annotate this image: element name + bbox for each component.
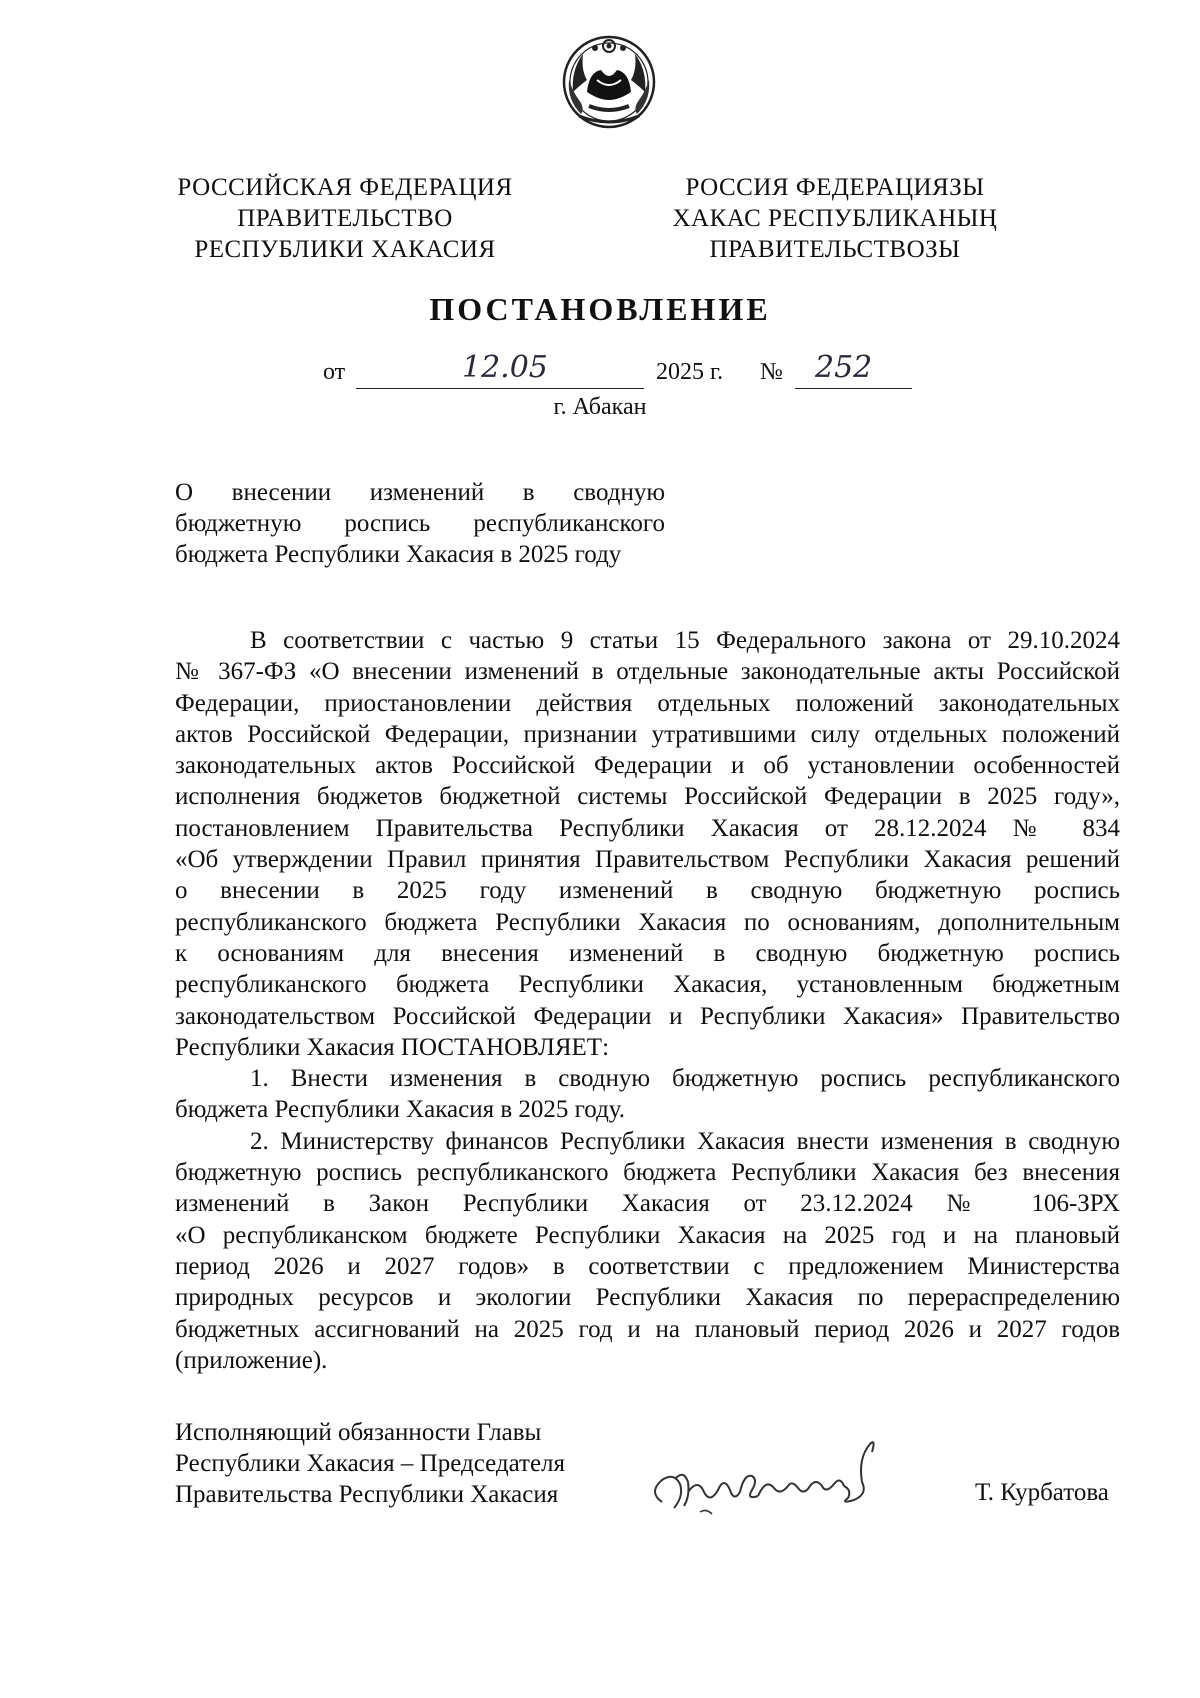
signer-name: Т. Курбатова (975, 1479, 1109, 1506)
number-handwritten: 252 (815, 350, 873, 385)
body-line: «Об утверждении Правил принятия Правительством Республики Хакасия решений (175, 846, 1120, 874)
header-khakas (625, 172, 1045, 265)
subject-line: бюджета Республики Хакасия в 2025 году (175, 541, 622, 568)
body-line: природных ресурсов и экологии Республики Хакасия по перераспределению (175, 1284, 1120, 1312)
header-right-line: РОССИЯ ФЕДЕРАЦИЯЗЫ (685, 174, 985, 201)
document-title: ПОСТАНОВЛЕНИЕ (429, 291, 771, 327)
position-line: Республики Хакасия – Председателя (175, 1450, 566, 1477)
body-line: исполнения бюджетов бюджетной системы Российской Федерации в 2025 году», (175, 783, 1120, 811)
body-line: к основаниям для внесения изменений в сводную бюджетную роспись (175, 939, 1120, 967)
date-year: 2025 г. (656, 359, 724, 385)
body-line: о внесении в 2025 году изменений в сводную бюджетную роспись (175, 877, 1120, 905)
subject-line: О внесении изменений в сводную (175, 479, 665, 506)
city: г. Абакан (553, 394, 647, 420)
body-line: Республики Хакасия ПОСТАНОВЛЯЕТ: (175, 1033, 610, 1061)
number-underline (795, 388, 912, 389)
body-line: бюджетную роспись республиканского бюджета Республики Хакасия без внесения (175, 1159, 1120, 1187)
header-right-line: ПРАВИТЕЛЬСТВОЗЫ (709, 236, 961, 263)
body-line: республиканского бюджета Республики Хакасия, установленным бюджетным (175, 971, 1120, 999)
body-line: законодательных актов Российской Федерации и об установлении особенностей (175, 752, 1120, 780)
body-line: 1. Внести изменения в сводную бюджетную роспись республиканского (250, 1065, 1120, 1093)
date-prefix: от (323, 359, 346, 385)
body-line: законодательством Российской Федерации и Республики Хакасия» Правительство (175, 1002, 1120, 1030)
body-line: период 2026 и 2027 годов» в соответствии с предложением Министерства (175, 1252, 1120, 1280)
date-handwritten: 12.05 (462, 350, 548, 385)
body-line: бюджетных ассигнований на 2025 год и на плановый период 2026 и 2027 годов (175, 1315, 1120, 1343)
body-line: постановлением Правительства Республики Хакасия от 28.12.2024 № 834 (175, 814, 1120, 842)
body-line: «О республиканском бюджете Республики Хакасия на 2025 год и на плановый (175, 1221, 1120, 1249)
document-body (175, 625, 1120, 1376)
body-line: Федерации, приостановлении действия отдельных положений законодательных (175, 689, 1120, 717)
body-line: 2. Министерству финансов Республики Хакасия внести изменения в сводную (250, 1127, 1120, 1155)
signatory-position (175, 1417, 565, 1510)
handwritten-signature (640, 1430, 900, 1520)
header-right-line: ХАКАС РЕСПУБЛИКАНЫҢ (672, 205, 998, 232)
body-line: (приложение). (175, 1346, 328, 1374)
body-line: бюджета Республики Хакасия в 2025 году. (175, 1096, 626, 1124)
body-line: № 367-ФЗ «О внесении изменений в отдельные законодательные акты Российской (175, 658, 1120, 686)
document-subject (175, 477, 665, 570)
body-line: В соответствии с частью 9 статьи 15 Федерального закона от 29.10.2024 (250, 627, 1120, 654)
date-line (0, 350, 1200, 399)
body-line: актов Российской Федерации, признании утратившими силу отдельных положений (175, 720, 1120, 748)
header-left-line: РОССИЙСКАЯ ФЕДЕРАЦИЯ (177, 174, 513, 201)
date-underline (356, 388, 644, 389)
header-russian (135, 172, 555, 265)
number-sign: № (760, 359, 783, 385)
body-line: республиканского бюджета Республики Хакасия по основаниям, дополнительным (175, 908, 1120, 936)
republic-emblem-icon (559, 30, 659, 130)
header-left-line: РЕСПУБЛИКИ ХАКАСИЯ (194, 236, 496, 263)
position-line: Исполняющий обязанности Главы (175, 1419, 542, 1446)
subject-line: бюджетную роспись республиканского (175, 510, 665, 537)
position-line: Правительства Республики Хакасия (175, 1481, 559, 1508)
body-line: изменений в Закон Республики Хакасия от 23.12.2024 № 106-ЗРХ (175, 1190, 1120, 1218)
header-left-line: ПРАВИТЕЛЬСТВО (237, 205, 453, 232)
